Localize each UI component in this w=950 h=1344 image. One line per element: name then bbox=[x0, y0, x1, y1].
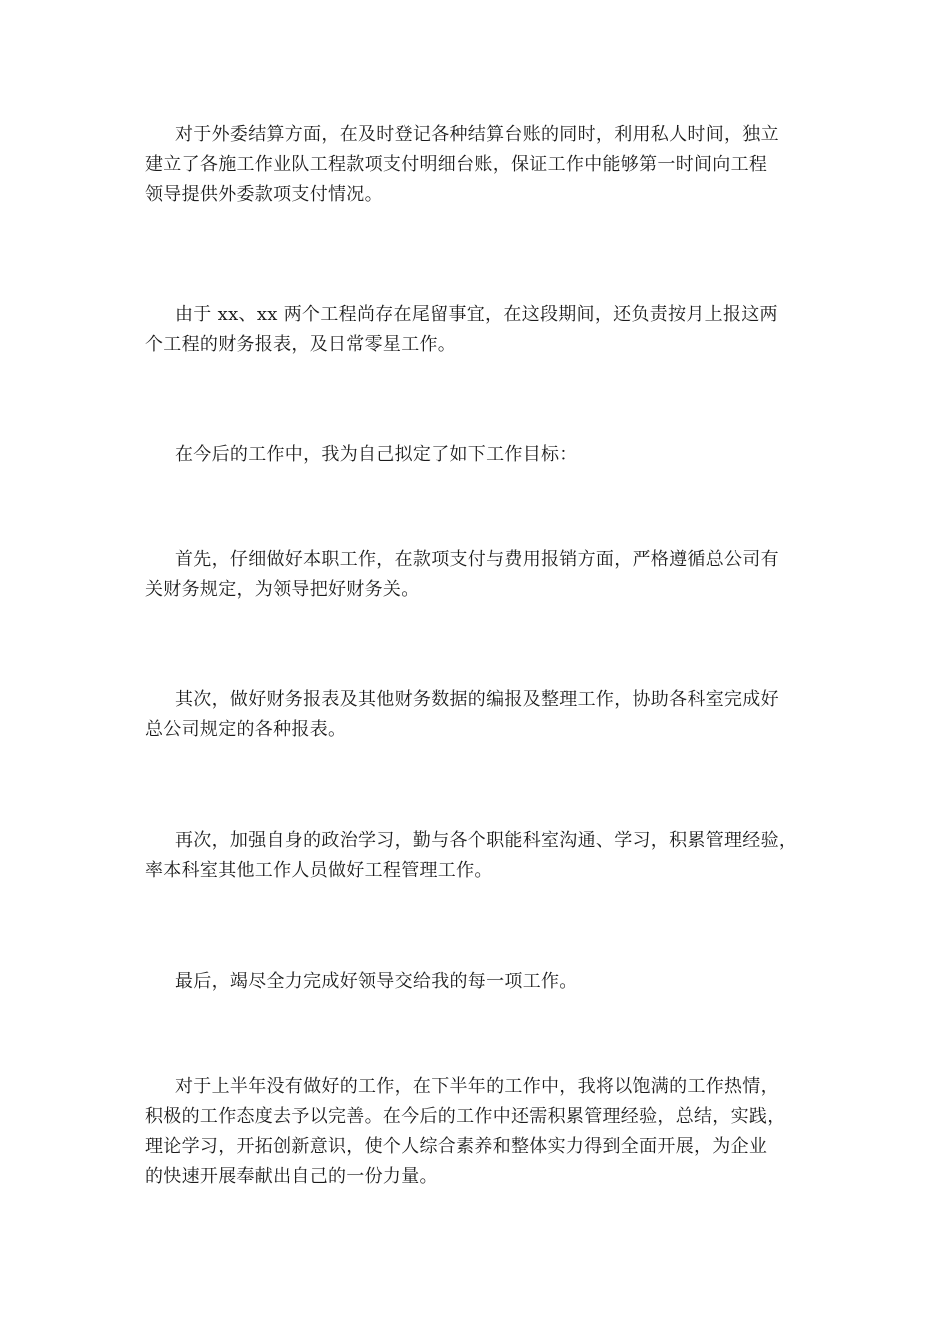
paragraph-line: 率本科室其他工作人员做好工程管理工作。 bbox=[145, 860, 493, 881]
paragraph-goal-last bbox=[145, 967, 810, 997]
paragraph-goals-intro bbox=[145, 440, 810, 470]
paragraph-line: 建立了各施工作业队工程款项支付明细台账，保证工作中能够第一时间向工程 bbox=[145, 154, 768, 175]
paragraph-goal-second bbox=[145, 685, 810, 745]
paragraph-line: 在今后的工作中，我为自己拟定了如下工作目标： bbox=[175, 444, 578, 465]
paragraph-line: 的快速开展奉献出自己的一份力量。 bbox=[145, 1166, 438, 1187]
paragraph-line: 积极的工作态度去予以完善。在今后的工作中还需积累管理经验，总结，实践， bbox=[145, 1106, 786, 1127]
paragraph-goal-first bbox=[145, 545, 810, 605]
paragraph-line: 总公司规定的各种报表。 bbox=[145, 719, 347, 740]
paragraph-settlement bbox=[145, 120, 810, 210]
paragraph-line: 个工程的财务报表，及日常零星工作。 bbox=[145, 334, 457, 355]
paragraph-line: 首先，仔细做好本职工作，在款项支付与费用报销方面，严格遵循总公司有 bbox=[175, 549, 779, 570]
paragraph-pending-projects bbox=[145, 300, 810, 360]
paragraph-line: 其次，做好财务报表及其他财务数据的编报及整理工作，协助各科室完成好 bbox=[175, 689, 779, 710]
paragraph-goal-third bbox=[145, 826, 810, 886]
paragraph-line: 关财务规定，为领导把好财务关。 bbox=[145, 579, 420, 600]
paragraph-line: 由于 xx、xx 两个工程尚存在尾留事宜，在这段期间，还负责按月上报这两 bbox=[175, 304, 778, 325]
paragraph-line: 再次，加强自身的政治学习，勤与各个职能科室沟通、学习，积累管理经验， bbox=[175, 830, 798, 851]
paragraph-line: 领导提供外委款项支付情况。 bbox=[145, 184, 383, 205]
paragraph-line: 理论学习，开拓创新意识，使个人综合素养和整体实力得到全面开展，为企业 bbox=[145, 1136, 768, 1157]
paragraph-line: 对于外委结算方面，在及时登记各种结算台账的同时，利用私人时间，独立 bbox=[175, 124, 779, 145]
paragraph-line: 最后，竭尽全力完成好领导交给我的每一项工作。 bbox=[175, 971, 578, 992]
paragraph-line: 对于上半年没有做好的工作，在下半年的工作中，我将以饱满的工作热情， bbox=[175, 1076, 779, 1097]
paragraph-conclusion bbox=[145, 1072, 810, 1192]
